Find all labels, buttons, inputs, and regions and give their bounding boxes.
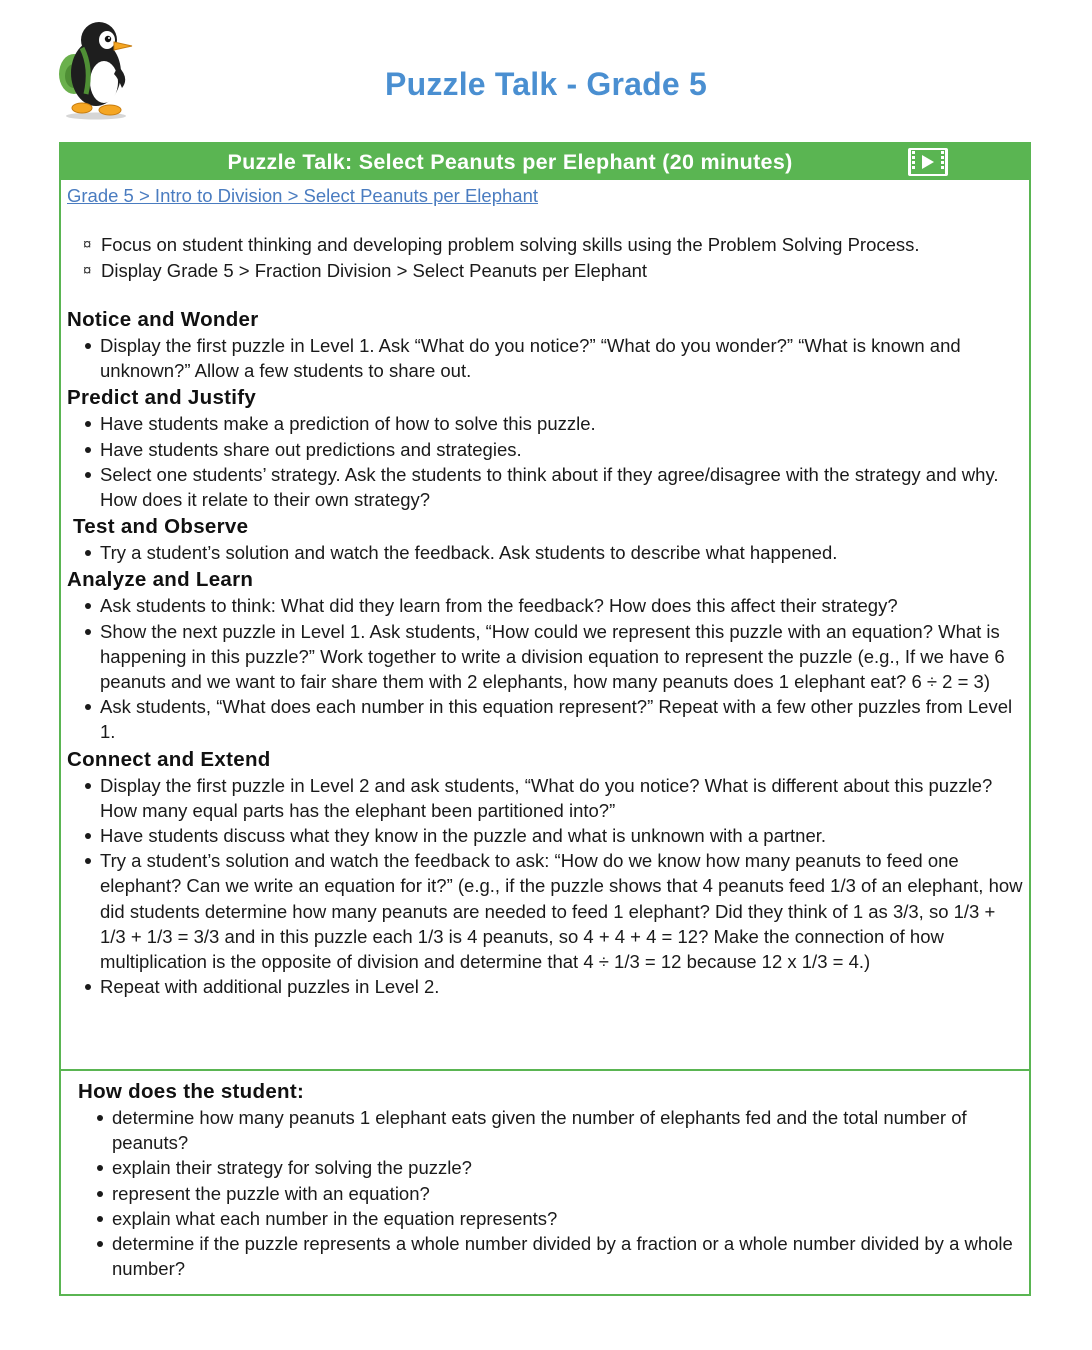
section-connect-extend (67, 746, 1029, 1000)
lesson-banner (61, 144, 1029, 180)
intro-item: ¤ Focus on student thinking and developing problem solving skills using the Problem Solving Process. (83, 232, 1029, 258)
section-heading: Notice and Wonder (67, 308, 259, 331)
assessment-item: explain their strategy for solving the puzzle? (78, 1155, 1023, 1180)
section-item: Have students discuss what they know in the puzzle and what is unknown with a partner. (67, 823, 1029, 848)
section-item: Select one students’ strategy. Ask the students to think about if they agree/disagree with the strategy and why. How does it relate to their own strategy? (67, 462, 1029, 512)
section-heading: Test and Observe (73, 515, 249, 539)
section-item: Try a student’s solution and watch the feedback. Ask students to describe what happened. (67, 540, 1029, 565)
section-item: Have students make a prediction of how to solve this puzzle. (67, 411, 1029, 436)
section-divider (61, 1069, 1029, 1071)
section-heading: Predict and Justify (67, 386, 257, 410)
video-play-icon[interactable] (907, 147, 949, 177)
section-item: Repeat with additional puzzles in Level 2. (67, 974, 1029, 999)
section-item: Have students share out predictions and strategies. (67, 437, 1029, 462)
intro-list (83, 232, 1029, 283)
intro-marker: ¤ (83, 236, 92, 253)
section-item: Ask students to think: What did they learn from the feedback? How does this affect their strategy? (67, 593, 1029, 618)
assessment-heading: How does the student: (78, 1080, 305, 1103)
section-predict-justify (67, 384, 1029, 512)
banner-title: Puzzle Talk: Select Peanuts per Elephant (20 minutes) (227, 150, 793, 174)
page-title: Puzzle Talk - Grade 5 (385, 66, 707, 102)
section-analyze-learn (67, 566, 1029, 744)
section-item: Display the first puzzle in Level 2 and ask students, “What do you notice? What is different about this puzzle? How many equal parts has the elephant been partitioned into?” (67, 773, 1029, 823)
section-item: Try a student’s solution and watch the feedback to ask: “How do we know how many peanuts to feed one elephant? Can we write an equation for it?” (e.g., if the puzzle shows that 4 peanuts feed 1/3 of an elephant, how did students determine how many peanuts are needed to feed 1 elephant? Did they think of 1 as 3/3, so 1/3 + 1/3 + 1/3 = 3/3 and in this puzzle each 1/3 is 4 peanuts, so 4 + 4 + 4 = 12? Make the connection of how multiplication is the opposite of division and determine that 4 ÷ 1/3 = 12 because 12 x 1/3 = 4.) (67, 848, 1029, 974)
assessment-item: explain what each number in the equation represents? (78, 1206, 1023, 1231)
assessment-item: determine how many peanuts 1 elephant eats given the number of elephants fed and the total number of peanuts? (78, 1105, 1023, 1155)
intro-marker: ¤ (83, 261, 92, 279)
section-test-observe (73, 513, 1029, 565)
assessment-item: represent the puzzle with an equation? (78, 1181, 1023, 1206)
breadcrumb-link[interactable]: Grade 5 > Intro to Division > Select Peanuts per Elephant (67, 185, 539, 206)
intro-item: ¤ Display Grade 5 > Fraction Division > Select Peanuts per Elephant (83, 258, 1029, 284)
assessment-section (78, 1078, 1023, 1281)
section-heading: Analyze and Learn (67, 568, 254, 592)
section-item: Ask students, “What does each number in this equation represent?” Repeat with a few other puzzles from Level 1. (67, 694, 1029, 744)
section-notice-wonder (67, 306, 1029, 383)
section-heading: Connect and Extend (67, 747, 271, 771)
assessment-item: determine if the puzzle represents a whole number divided by a fraction or a whole number divided by a whole number? (78, 1231, 1023, 1281)
lesson-panel (59, 142, 1031, 1296)
section-item: Display the first puzzle in Level 1. Ask “What do you notice?” “What do you wonder?” “What is known and unknown?” Allow a few students to share out. (67, 333, 1029, 383)
section-item: Show the next puzzle in Level 1. Ask students, “How could we represent this puzzle with an equation? What is happening in this puzzle?” Work together to write a division equation to represent the puzzle (e.g., If we have 6 peanuts and we want to fair share them with 2 elephants, how many peanuts does 1 elephant eat? 6 ÷ 2 = 3) (67, 619, 1029, 695)
